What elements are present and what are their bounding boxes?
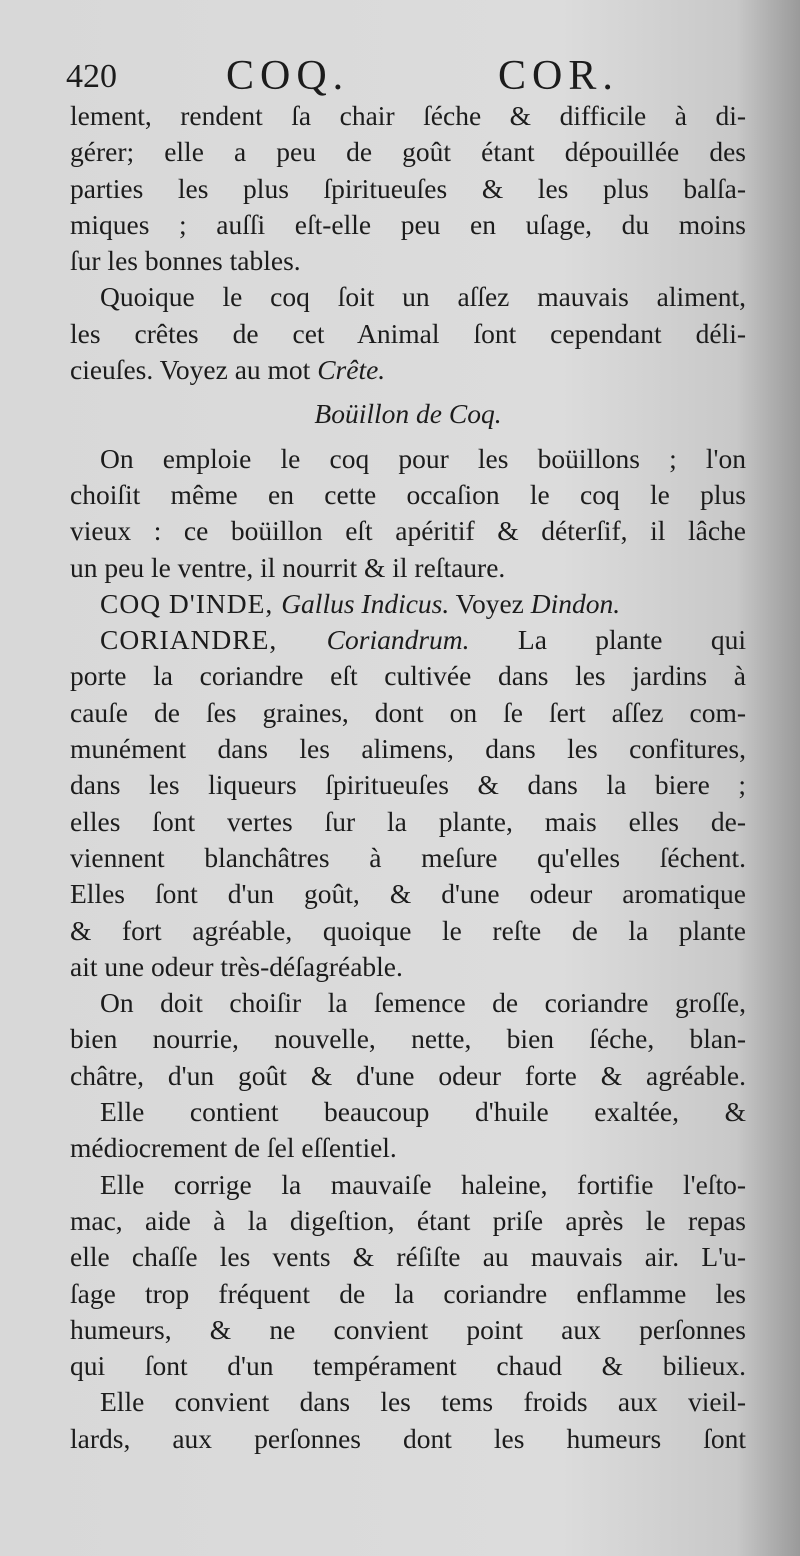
page-body bbox=[70, 98, 746, 1457]
running-head-left: COQ. bbox=[226, 53, 350, 99]
text-line: gérer; elle a peu de goût étant dépouillée des bbox=[70, 136, 746, 168]
text-line: dans les liqueurs ſpiritueuſes & dans la biere ; bbox=[70, 769, 746, 801]
text-line: médiocrement de ſel eſſentiel. bbox=[70, 1132, 397, 1164]
text-line: choiſit même en cette occaſion le coq le plus bbox=[70, 478, 746, 510]
line-text: cieuſes. Voyez au mot bbox=[70, 354, 318, 386]
text-line: parties les plus ſpiritueuſes & les plus balſa- bbox=[70, 172, 746, 204]
text-line: munément dans les alimens, dans les confitures, bbox=[70, 733, 746, 765]
text-line: porte la coriandre eſt cultivée dans les jardins à bbox=[70, 660, 746, 692]
text-line bbox=[70, 352, 746, 388]
text-line: elles ſont vertes ſur la plante, mais elles de- bbox=[70, 805, 746, 837]
text-line: On doit choiſir la ſemence de coriandre groſſe, bbox=[100, 987, 746, 1019]
text-line: les crêtes de cet Animal ſont cependant déli- bbox=[70, 317, 746, 349]
text-line: Elle corrige la mauvaiſe haleine, fortifie l'eſto- bbox=[100, 1168, 746, 1200]
text-line: ſur les bonnes tables. bbox=[70, 245, 301, 277]
text-line: Elle contient beaucoup d'huile exaltée, & bbox=[100, 1096, 746, 1128]
crete-reference: Crête. bbox=[317, 354, 386, 386]
line-text: La plante qui bbox=[469, 624, 746, 656]
text-line: Elle convient dans les tems froids aux vieil- bbox=[100, 1386, 746, 1418]
text-line: mac, aide à la digeſtion, étant priſe après le repas bbox=[70, 1204, 746, 1236]
running-head-right: COR. bbox=[498, 53, 619, 99]
text-line: & fort agréable, quoique le reſte de la plante bbox=[70, 914, 746, 946]
dindon-reference: Dindon. bbox=[530, 587, 621, 619]
see-also: Voyez bbox=[449, 587, 531, 619]
entry-coq-d-inde bbox=[70, 586, 746, 622]
text-line: ait une odeur très-déſagréable. bbox=[70, 950, 403, 982]
text-line: un peu le ventre, il nourrit & il reſtaure. bbox=[70, 551, 506, 583]
text-line: lards, aux perſonnes dont les humeurs ſont bbox=[70, 1422, 746, 1454]
text-line: humeurs, & ne convient point aux perſonnes bbox=[70, 1313, 746, 1345]
text-line: lement, rendent ſa chair ſéche & difficile à di- bbox=[70, 100, 746, 131]
text-line: Elles ſont d'un goût, & d'une odeur aromatique bbox=[70, 878, 746, 910]
headword: COQ D'INDE, bbox=[100, 587, 282, 619]
entry-coriandre bbox=[70, 622, 746, 658]
text-line: viennent blanchâtres à meſure qu'elles ſéchent. bbox=[70, 841, 746, 873]
text-line: cauſe de ſes graines, dont on ſe ſert aſſez com- bbox=[70, 696, 746, 728]
text-line: qui ſont d'un tempérament chaud & bilieux. bbox=[70, 1350, 746, 1382]
text-line: vieux : ce boüillon eſt apéritif & déterſif, il lâche bbox=[70, 515, 746, 547]
text-line: châtre, d'un goût & d'une odeur forte & agréable. bbox=[70, 1059, 746, 1091]
text-line: Quoique le coq ſoit un aſſez mauvais aliment, bbox=[100, 281, 746, 313]
headword: CORIANDRE, bbox=[100, 624, 327, 656]
text-line: ſage trop fréquent de la coriandre enflamme les bbox=[70, 1277, 746, 1309]
text-line: miques ; auſſi eſt-elle peu en uſage, du moins bbox=[70, 208, 746, 240]
latin-name: Coriandrum. bbox=[326, 624, 470, 656]
text-line: On emploie le coq pour les boüillons ; l'on bbox=[100, 442, 746, 474]
page-number: 420 bbox=[66, 58, 117, 95]
running-header bbox=[66, 52, 636, 102]
latin-name: Gallus Indicus. bbox=[281, 587, 450, 619]
text-line: bien nourrie, nouvelle, nette, bien ſéche, blan- bbox=[70, 1023, 746, 1055]
text-line: elle chaſſe les vents & réſiſte au mauvais air. L'u- bbox=[70, 1241, 746, 1273]
subheading-bouillon: Boüillon de Coq. bbox=[314, 398, 502, 430]
